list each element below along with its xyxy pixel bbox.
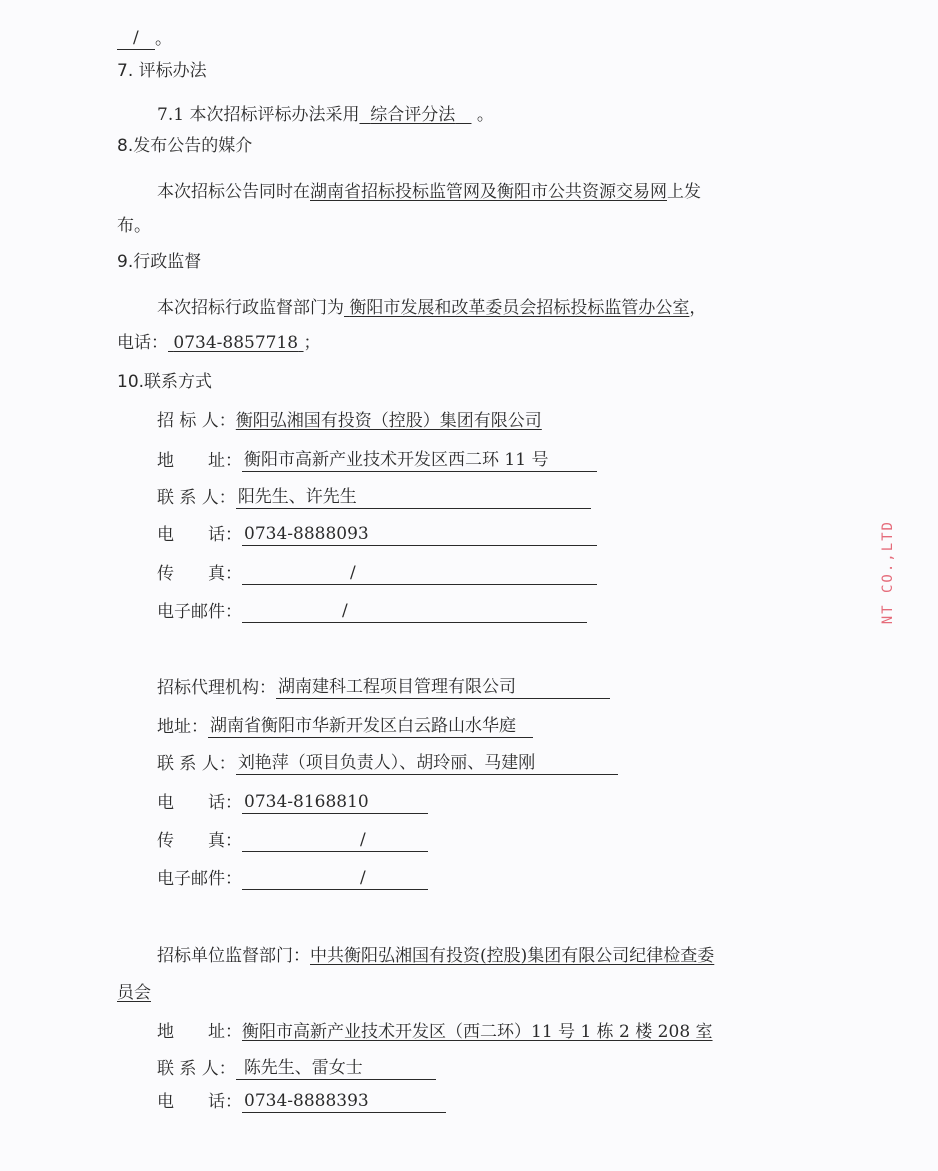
supervision-address-row: 地 址：衡阳市高新产业技术开发区（西二环）11 号 1 栋 2 楼 208 室 xyxy=(157,1022,713,1042)
supervision-phone-row: 电 话： 0734-8888393 xyxy=(157,1091,446,1113)
section-7-heading: 7. 评标办法 xyxy=(117,61,207,81)
agency-phone-row: 电 话： 0734-8168810 xyxy=(157,792,428,814)
section-9-text: 本次招标行政监督部门为 衡阳市发展和改革委员会招标投标监管办公室， xyxy=(157,298,707,318)
supervision-contact-row: 联 系 人： 陈先生、雷女士 xyxy=(157,1058,436,1080)
section-8-heading: 8.发布公告的媒介 xyxy=(117,136,253,156)
media-value: 湖南省招标投标监管网及衡阳市公共资源交易网 xyxy=(310,182,667,202)
tenderer-phone-row: 电 话： 0734-8888093 xyxy=(157,524,597,546)
fragment-blank: / xyxy=(117,29,155,50)
tenderer-fax-row: 传 真： / xyxy=(157,563,597,585)
supervision-phone-value: 0734-8857718 xyxy=(173,333,299,353)
section-9-heading: 9.行政监督 xyxy=(117,252,202,272)
tenderer-email-row: 电子邮件： / xyxy=(157,601,587,623)
agency-fax-row: 传 真： / xyxy=(157,830,428,852)
section-7-1-item: 7.1 本次招标评标办法采用 综合评分法 。 xyxy=(157,105,494,125)
section-9-phone: 电话： 0734-8857718 ； xyxy=(117,333,321,353)
section-8-text-wrap: 布。 xyxy=(117,216,151,236)
top-fragment: / 。 xyxy=(117,28,172,50)
supervision-dept-row-wrap: 员会 xyxy=(117,983,151,1003)
agency-contact-row: 联 系 人： 刘艳萍（项目负责人）、胡玲丽、马建刚 xyxy=(157,753,618,775)
tenderer-contact-row: 联 系 人： 阳先生、许先生 xyxy=(157,487,591,509)
supervision-dept-value: 衡阳市发展和改革委员会招标投标监管办公室 xyxy=(349,298,690,318)
tenderer-address-row: 地 址： 衡阳市高新产业技术开发区西二环 11 号 xyxy=(157,450,597,472)
evaluation-method-value: 综合评分法 xyxy=(370,105,456,125)
agency-email-row: 电子邮件： / xyxy=(157,868,428,890)
section-10-heading: 10.联系方式 xyxy=(117,372,213,392)
agency-name-row: 招标代理机构： 湖南建科工程项目管理有限公司 xyxy=(157,677,610,699)
section-8-text: 本次招标公告同时在湖南省招标投标监管网及衡阳市公共资源交易网上发 xyxy=(157,182,701,202)
supervision-dept-row: 招标单位监督部门：中共衡阳弘湘国有投资(控股)集团有限公司纪律检查委 xyxy=(157,946,715,966)
tenderer-name-row: 招 标 人：衡阳弘湘国有投资（控股）集团有限公司 xyxy=(157,411,542,431)
agency-address-row: 地址： 湖南省衡阳市华新开发区白云路山水华庭 xyxy=(157,716,533,738)
seal-text: NT CO.,LTD xyxy=(880,520,896,625)
